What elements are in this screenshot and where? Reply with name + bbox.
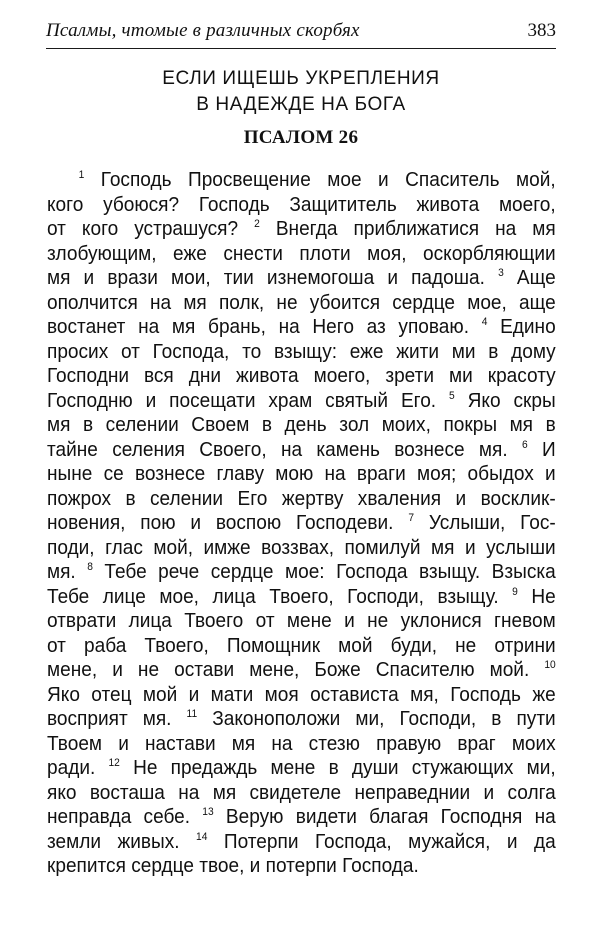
text-run: Господню и посещати храм святый Его. (47, 388, 450, 412)
text-line (47, 266, 556, 291)
verse-number: 7 (408, 512, 415, 524)
text-run: пожрох в селении Его жертву хваления и восклик- (47, 486, 556, 510)
verse-number: 1 (78, 169, 85, 181)
text-line (47, 413, 556, 438)
text-line (47, 854, 556, 879)
text-run: восприят мя. (47, 707, 187, 730)
verse-number: 14 (196, 830, 208, 843)
text-line (47, 609, 556, 634)
text-line (47, 217, 556, 242)
text-run: Верую видети благая Господня на (213, 805, 556, 828)
text-run: от кого устрашуся? (47, 217, 255, 240)
psalm-body-text (47, 168, 556, 879)
text-line (47, 756, 556, 781)
text-run: Господь Просвещение мое и Спаситель мой, (84, 168, 556, 191)
text-run: Тебе рече сердце мое: Господа взыщу. Взыска (92, 560, 556, 583)
text-line (47, 707, 556, 732)
section-heading-line-2: В НАДЕЖДЕ НА БОГА (196, 94, 406, 115)
text-line (47, 168, 556, 193)
text-run: поди, глас мой, имже воззвах, помилуй мя и услыши (47, 535, 556, 559)
verse-number: 8 (87, 561, 93, 573)
text-line (47, 511, 556, 536)
text-run: мя в селении Своем в день зол моих, покры мя в (47, 413, 556, 436)
text-line (47, 683, 556, 708)
text-line (47, 291, 556, 316)
running-head (46, 18, 556, 49)
text-run: ныне се вознесе главу мою на враги моя; обыдох и (47, 462, 556, 485)
verse-number: 11 (186, 708, 198, 720)
text-run: от раба Твоего, Помощник мой буди, не отрини (47, 633, 556, 657)
text-line (47, 389, 556, 414)
verse-number: 10 (544, 659, 556, 671)
verse-number: 6 (521, 438, 528, 451)
text-line (47, 364, 556, 389)
text-line (47, 805, 556, 830)
text-run: Господни вся дни живота моего, зрети ми красоту (47, 364, 556, 387)
verse-number: 13 (202, 806, 214, 818)
verse-number: 9 (512, 585, 518, 598)
text-run: Услыши, Гос- (414, 511, 556, 534)
text-run: земли живых. (47, 829, 197, 853)
text-line (47, 242, 556, 267)
text-run: тайне селения Своего, на камень вознесе мя. (47, 437, 522, 461)
text-run: ополчится на мя полк, не убоится сердце мое, аще (47, 290, 556, 314)
text-run: востанет на мя брань, на Него аз уповаю. (47, 315, 482, 338)
text-run: мя. (47, 560, 88, 583)
text-line (47, 560, 556, 585)
verse-number: 2 (254, 218, 260, 230)
text-run: отврати лица Твоего от мене и не уклонися гневом (47, 609, 556, 632)
text-line (47, 781, 556, 806)
text-run: Внегда приближатися на мя (259, 217, 556, 240)
psalm-title: ПСАЛОМ 26 (243, 127, 359, 148)
text-run: Не (517, 584, 556, 608)
text-line (47, 340, 556, 365)
text-run: Законоположи ми, Господи, в пути (197, 707, 556, 730)
text-run: Не предаждь мене в души стужающих ми, (119, 756, 556, 779)
section-heading-line-1: ЕСЛИ ИЩЕШЬ УКРЕПЛЕНИЯ (162, 68, 440, 89)
text-line (47, 732, 556, 757)
text-run: ради. (47, 756, 109, 779)
text-run: новения, пою и воспою Господеви. (47, 511, 409, 534)
text-line (47, 315, 556, 340)
page-number: 383 (527, 20, 556, 41)
text-run: Тебе лице мое, лица Твоего, Господи, взыщу. (47, 584, 513, 608)
text-run: яко восташа на мя свидетеле неправеднии и солга (47, 780, 556, 804)
text-line (47, 487, 556, 512)
text-run: Едино (487, 315, 556, 338)
verse-number: 4 (481, 316, 488, 328)
text-run: Яко отец мой и мати моя остависта мя, Господь же (47, 682, 556, 706)
running-head-title: Псалмы, чтомые в различных скорбях (46, 20, 360, 41)
text-line (47, 634, 556, 659)
text-run: просих от Господа, то взыщу: еже жити ми в дому (47, 339, 556, 363)
text-line (47, 438, 556, 463)
verse-number: 12 (108, 757, 120, 769)
text-line (47, 830, 556, 855)
text-run: мя и врази мои, тии изнемогоша и падоша. (47, 266, 499, 289)
verse-number: 5 (449, 389, 455, 402)
text-line (47, 536, 556, 561)
text-run: Аще (503, 266, 556, 289)
text-run: неправда себе. (47, 805, 203, 828)
text-run: Потерпи Господа, мужайся, и да (207, 829, 556, 853)
text-run: кого убоюся? Господь Защититель живота моего, (47, 192, 556, 216)
text-run: Яко скры (454, 388, 556, 412)
text-line (47, 658, 556, 683)
text-line (47, 193, 556, 218)
text-run: мене, и не остави мене, Боже Спасителю мой. (47, 658, 545, 681)
verse-number: 3 (498, 267, 504, 279)
text-run: И (527, 437, 556, 461)
text-run: злобующим, еже снести плоти моя, оскорбляющии (47, 241, 556, 265)
text-line (47, 585, 556, 610)
text-run: крепится сердце твое, и потерпи Господа. (47, 854, 419, 877)
text-run: Твоем и настави мя на стезю правую враг моих (47, 731, 556, 755)
text-line (47, 462, 556, 487)
